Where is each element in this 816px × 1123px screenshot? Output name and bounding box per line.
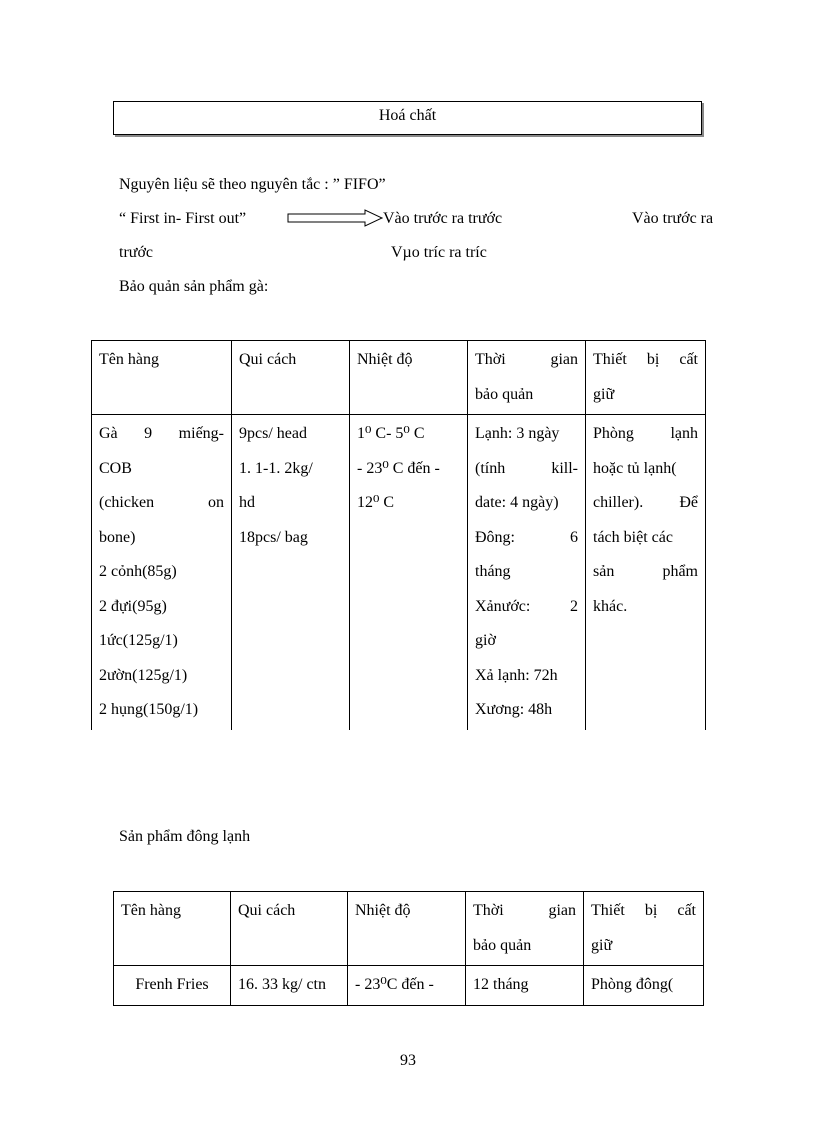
table-header-row xyxy=(114,892,704,966)
chemicals-label: Hoá chất xyxy=(378,107,437,124)
fifo-vietnamese-text: Vào trước ra trước xyxy=(383,210,503,227)
header-product-name: Tên hàng xyxy=(92,341,232,415)
chicken-storage-heading: Bảo quản sản phẩm gà: xyxy=(119,278,269,295)
table-row xyxy=(114,966,704,1006)
cell-storage-equipment: Phòng lạnh hoặc tủ lạnh( chiller). Để tách biệt các sản phẩm khác. xyxy=(586,415,706,730)
chemicals-box xyxy=(113,101,702,135)
header-specification: Qui cách xyxy=(231,892,348,966)
cell-temperature: - 23⁰C đến - xyxy=(348,966,466,1006)
fifo-vietnamese-repeat: Vào trước ra xyxy=(632,210,714,227)
chicken-storage-table xyxy=(91,340,706,730)
table-header-row xyxy=(92,341,706,415)
page-number: 93 xyxy=(400,1052,416,1069)
fifo-garbled-text: Vµo tríc ra tríc xyxy=(391,244,487,261)
header-temperature: Nhiệt độ xyxy=(348,892,466,966)
fifo-english-text: “ First in- First out” xyxy=(119,210,247,227)
fifo-rule-line: Nguyên liệu sẽ theo nguyên tắc : ” FIFO” xyxy=(119,176,386,193)
cell-storage-time: Lạnh: 3 ngày (tính kill- date: 4 ngày) Đông: 6 tháng Xảnước: 2 giờ Xả lạnh: 72h Xương: 48h xyxy=(468,415,586,730)
cell-specification: 16. 33 kg/ ctn xyxy=(231,966,348,1006)
header-temperature: Nhiệt độ xyxy=(350,341,468,415)
cell-temperature: 1⁰ C- 5⁰ C - 23⁰ C đến - 12⁰ C xyxy=(350,415,468,730)
cell-storage-equipment: Phòng đông( xyxy=(584,966,704,1006)
header-storage-equipment: Thiết bị cất giữ xyxy=(584,892,704,966)
header-storage-time: Thời gian bảo quản xyxy=(468,341,586,415)
header-specification: Qui cách xyxy=(232,341,350,415)
fifo-vietnamese-continued: trước xyxy=(119,244,154,261)
table-row xyxy=(92,415,706,730)
header-product-name: Tên hàng xyxy=(114,892,231,966)
header-storage-equipment: Thiết bị cất giữ xyxy=(586,341,706,415)
frozen-products-heading: Sản phẩm đông lạnh xyxy=(119,828,251,845)
cell-product-name: Gà 9 miếng- COB (chicken on bone) 2 cỏnh(85g) 2 đựi(95g) 1ức(125g/1) 2ườn(125g/1) 2 hụng(150g/1) xyxy=(92,415,232,730)
header-storage-time: Thời gian bảo quản xyxy=(466,892,584,966)
right-arrow-icon xyxy=(287,209,383,227)
cell-product-name: Frenh Fries xyxy=(114,966,231,1006)
cell-storage-time: 12 tháng xyxy=(466,966,584,1006)
frozen-products-table xyxy=(113,891,704,1006)
cell-specification: 9pcs/ head 1. 1-1. 2kg/ hd 18pcs/ bag xyxy=(232,415,350,730)
